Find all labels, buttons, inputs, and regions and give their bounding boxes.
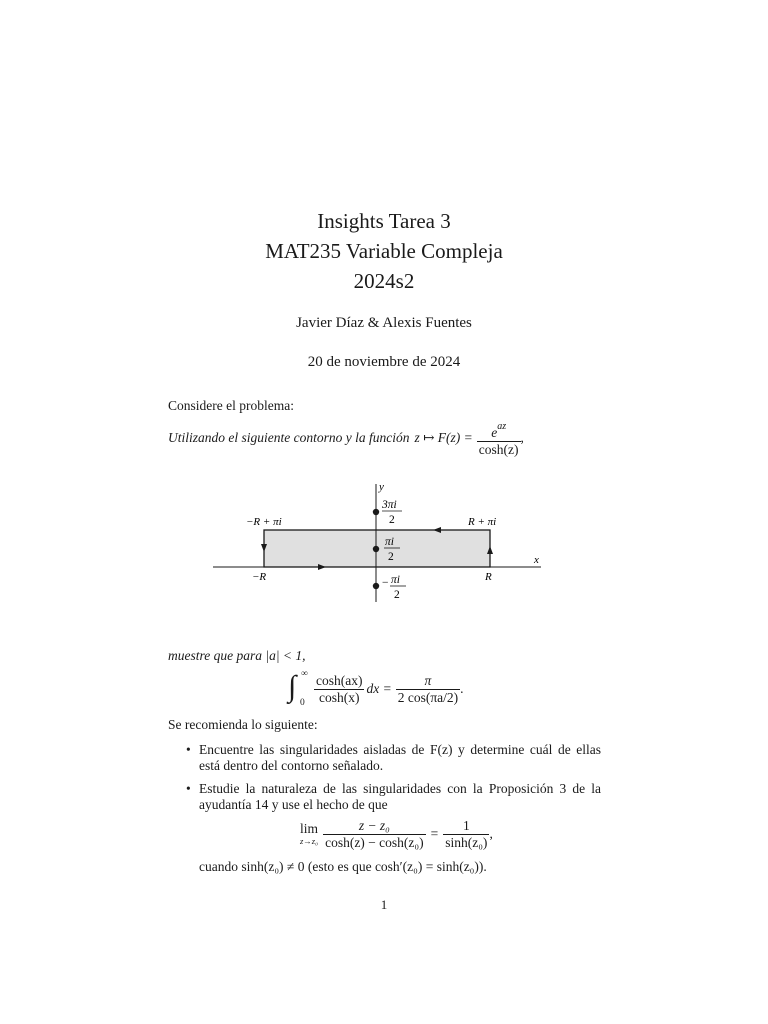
bullet-2-line-1: Estudie la naturaleza de las singularidades con la Proposición 3 de la: [199, 781, 601, 796]
bullet-2-marker: •: [186, 781, 191, 796]
label-bottom-left: −R: [252, 571, 267, 583]
problem-trail: ,: [520, 430, 524, 445]
contour-figure: [205, 478, 550, 606]
rhs-fraction: [396, 673, 460, 706]
intro-text: Considere el problema:: [168, 398, 294, 413]
integrand-fraction: [314, 673, 364, 706]
denominator: cosh(z): [478, 441, 519, 457]
integral-upper: ∞: [301, 669, 308, 679]
recommend-text: Se recomienda lo siguiente:: [168, 717, 318, 732]
point-3pi-half: [373, 509, 379, 515]
point-pi-half: [373, 546, 379, 552]
bullet-2-line-2: ayudantía 14 y use el hecho de que: [199, 797, 388, 812]
limit-equals: =: [430, 826, 439, 841]
when-text: cuando sinh(z₀) ≠ 0 (esto es que cosh′(z₀) = sinh(z₀)).: [199, 859, 487, 874]
bullet-1-marker: •: [186, 742, 191, 757]
label-bottom-right: R: [485, 571, 492, 583]
limit-trail: ,: [489, 826, 493, 841]
label-neg-sign: −: [382, 577, 389, 589]
problem-map: z ↦ F(z) =: [414, 430, 473, 445]
show-text: muestre que para |a| < 1,: [168, 648, 306, 663]
integral-lower: 0: [300, 698, 305, 708]
x-axis-label: x: [534, 554, 539, 566]
label-neg-den: 2: [394, 589, 400, 601]
label-3pi-num: 3πi: [382, 499, 397, 511]
page-number: 1: [380, 897, 388, 912]
title-line-3: 2024s2: [353, 269, 415, 293]
limit-rhs-numerator: 1: [443, 818, 489, 835]
date: 20 de noviembre de 2024: [307, 354, 461, 370]
numerator-exponent: az: [497, 420, 507, 432]
limit-equation: [300, 815, 493, 853]
label-top-left: −R + πi: [246, 516, 282, 528]
title-line-1: Insights Tarea 3: [317, 209, 451, 233]
limit-lim: lim: [300, 821, 319, 836]
limit-denominator: cosh(z) − cosh(z₀): [325, 834, 424, 850]
rhs-numerator: π: [396, 673, 460, 690]
rhs-denominator: 2 cos(πa/2): [397, 689, 459, 705]
integral-sign: ∫ ∞ 0: [288, 669, 308, 708]
integrand-denominator: cosh(x): [318, 689, 360, 705]
bullet-1-line-2: está dentro del contorno señalado.: [199, 758, 384, 773]
label-pi-num: πi: [385, 536, 394, 548]
dx-equals: dx =: [366, 681, 392, 696]
limit-fraction: [323, 818, 426, 851]
limit-numerator: z − z₀: [323, 818, 426, 835]
integrand-numerator: cosh(ax): [316, 672, 363, 688]
bullet-1-line-1: Encuentre las singularidades aisladas de F(z) y determine cuál de ellas: [199, 742, 601, 757]
label-top-right: R + πi: [468, 516, 497, 528]
problem-statement: [168, 418, 524, 458]
numerator-base: e: [491, 424, 498, 440]
integral-trail: .: [460, 681, 464, 696]
limit-operator: [300, 822, 318, 846]
limit-rhs-denominator: sinh(z₀): [445, 834, 488, 850]
problem-text: Utilizando el siguiente contorno y la función: [168, 430, 410, 445]
label-3pi-den: 2: [389, 514, 395, 526]
problem-fraction: [477, 419, 521, 458]
label-neg-num: πi: [391, 574, 400, 586]
limit-subscript: z→z₀: [300, 836, 319, 846]
title-line-2: MAT235 Variable Compleja: [265, 239, 503, 263]
label-pi-den: 2: [388, 551, 394, 563]
limit-rhs-fraction: [443, 818, 489, 851]
authors: Javier Díaz & Alexis Fuentes: [296, 315, 472, 331]
integral-equation: [288, 668, 464, 710]
y-axis-label: y: [379, 481, 384, 493]
point-neg-pi-half: [373, 583, 379, 589]
